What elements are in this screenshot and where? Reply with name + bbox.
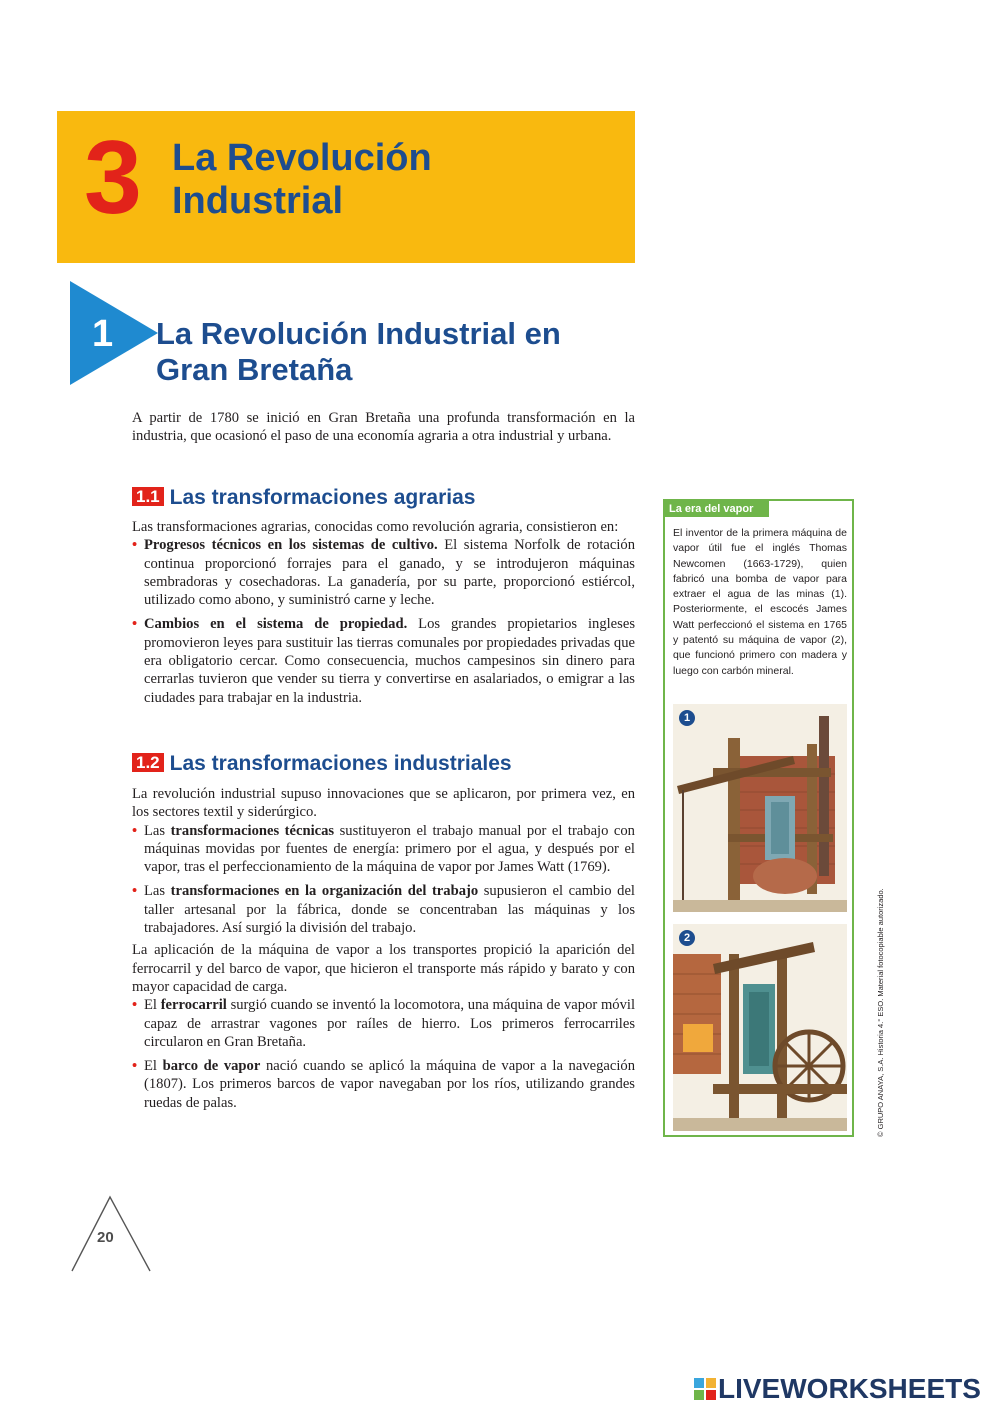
section-title-line2: Gran Bretaña [156, 352, 353, 387]
sidebar-title: La era del vapor [665, 501, 769, 517]
subsection-number: 1.2 [132, 753, 164, 772]
subsection-title: Las transformaciones agrarias [169, 486, 476, 509]
subsection-1-1-body [132, 518, 635, 707]
list-item: • El ferrocarril surgió cuando se inventó la locomotora, una máquina de vapor móvil capaz de arrastrar vagones por raíles de hierro. Los primeros ferrocarriles circularon en Gran Bretaña. [132, 996, 635, 1051]
list-item: • Cambios en el sistema de propiedad. Los grandes propietarios ingleses promovieron leyes para sustituir las tierras comunales por propiedades privadas que era obligatorio cercar. Como consecuencia, muchos campesinos sin dinero para cerrarlas tuvieron que vender su tierra y convertirse en asalariados, o emigrar a las ciudades para trabajar en la industria. [132, 615, 635, 706]
figure-2-badge: 2 [679, 930, 695, 946]
sidebar-text: El inventor de la primera máquina de vapor útil fue el inglés Thomas Newcomen (1663-1729), quien fabricó una bomba de vapor para extraer el agua de las minas (1). Posteriormente, el escocés James Watt perfeccionó el sistema en 1765 y patentó su máquina de vapor (2), que funcionó primero con madera y luego con carbón mineral. [673, 527, 847, 677]
lead-paragraph: La revolución industrial supuso innovaciones que se aplicaron, por primera vez, en los sectores textil y siderúrgico. [132, 786, 635, 821]
section-title [156, 316, 626, 388]
paragraph: La aplicación de la máquina de vapor a los transportes propició la aparición del ferrocarril y del barco de vapor, que hicieron el transporte más rápido y barato y con mayor capacidad de carga. [132, 942, 635, 995]
subsection-1-2-body [132, 785, 635, 1112]
liveworksheets-logo-icon [694, 1378, 716, 1400]
subsection-heading-1-1 [132, 485, 635, 515]
watt-engine-illustration [673, 924, 847, 1131]
subsection-heading-1-2 [132, 751, 635, 781]
chapter-title-line2: Industrial [172, 180, 344, 222]
figure-1-badge: 1 [679, 710, 695, 726]
intro-paragraph: A partir de 1780 se inició en Gran Bretaña una profunda transformación en la industria, que ocasionó el paso de una economía agraria a otra industrial y urbana. [132, 410, 635, 445]
list-item: • Las transformaciones en la organización del trabajo supusieron el cambio del taller artesanal por la fábrica, donde se concentraban las máquinas y los trabajadores. Así surgió la división del trabajo. [132, 882, 635, 937]
lead-paragraph: Las transformaciones agrarias, conocidas como revolución agraria, consistieron en: [132, 519, 619, 535]
sidebar-box [663, 499, 854, 1137]
watt-engine-drawing [673, 924, 847, 1131]
page-number: 20 [97, 1229, 114, 1246]
chapter-title-line1: La Revolución [172, 137, 432, 179]
chapter-number: 3 [84, 120, 142, 236]
newcomen-engine-drawing [673, 704, 847, 912]
list-item: • Progresos técnicos en los sistemas de cultivo. El sistema Norfolk de rotación continua proporcionó forrajes para el ganado, y se introdujeron máquinas sembradoras y cosechadoras. La ganadería, por su parte, proporcionó estiércol, utilizado como abono, y suministró carne y leche. [132, 536, 635, 609]
bullet-list [132, 536, 635, 707]
section-number: 1 [92, 313, 114, 355]
list-item: • El barco de vapor nació cuando se aplicó la máquina de vapor a la navegación (1807). Los primeros barcos de vapor navegaban por los ríos, utilizando grandes ruedas de palas. [132, 1057, 635, 1112]
copyright-note: © GRUPO ANAYA, S.A. Historia 4.° ESO. Material fotocopiable autorizado. [876, 888, 885, 1137]
newcomen-engine-illustration [673, 704, 847, 912]
bullet-list [132, 822, 635, 938]
bullet-list [132, 996, 635, 1112]
list-item: • Las transformaciones técnicas sustituyeron el trabajo manual por el trabajo con máquinas movidas por fuentes de energía: primero por el agua, y después por el vapor, tras el perfeccionamiento de la máquina de vapor por James Watt (1769). [132, 822, 635, 877]
subsection-title: Las transformaciones industriales [169, 752, 512, 775]
subsection-number: 1.1 [132, 487, 164, 506]
liveworksheets-brand[interactable]: LIVEWORKSHEETS [718, 1373, 981, 1404]
chapter-title [172, 137, 592, 223]
section-title-line1: La Revolución Industrial en [156, 316, 561, 351]
